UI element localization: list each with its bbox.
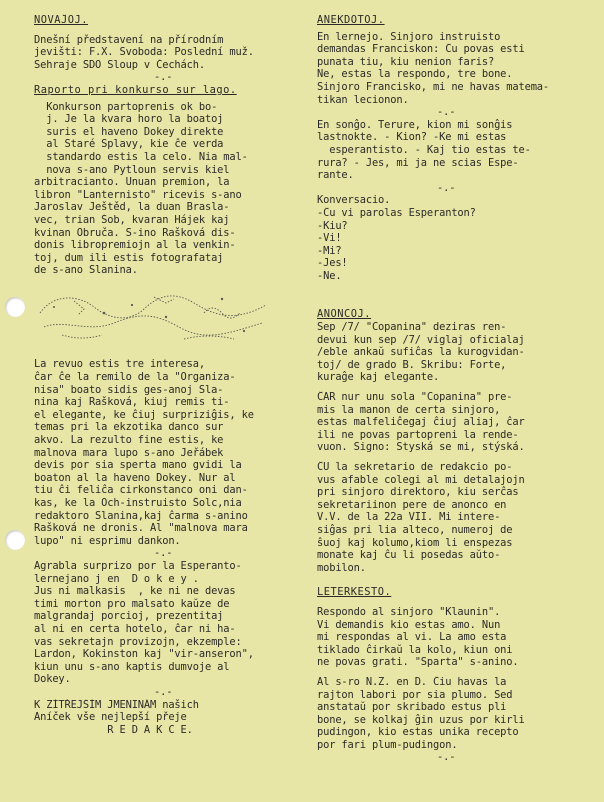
section-title-raporto: Raporto pri konkurso sur lago. (34, 83, 237, 96)
anecdote-dream: En sonĝo. Terure, kion mi sonĝis lastnokte. - Kion? -Ke mi estas esperantisto. - Kaj tio estas te- rura? - Jes, mi ja ne scias Espe- rante. (317, 118, 531, 182)
section-title-anekdotoj: ANEKDOTOJ. (317, 14, 385, 26)
separator: -.- (437, 106, 456, 119)
section-title-anoncoj: ANONCOJ. (317, 308, 372, 321)
separator: -.- (154, 685, 173, 698)
paragraph-contest: Konkurson partoprenis ok bo- j. Je la kvara horo la boatoj suris el haveno Dokey direkte al Staré Splavy, kie ĉe verda standardo estis la celo. Nia mal- nova s-ano Pytloun servis kiel arbitracianto. Unuan premion, la libron "Lanternisto" ricevis s-ano Jaroslav Ještěd, la duan Brasla- vec, trian Šob, kvaran Hájek kaj kvinan Obruča. S-ino Rašková dis- donis libropremiojn al la venkin- toj, dum ili estis fotografataj de s-ano Slanina. (34, 100, 248, 277)
anecdote-conversation: Konversacio. -Ĉu vi parolas Esperanton? -Kiu? -Vi! -Mi? -Jes! -Ne. (317, 194, 476, 282)
name-day-greeting: K ZÍTŘEJŠÍM JMENINÁM našich Aníček vše nejlepší přeje R E D A K C E. (34, 698, 199, 736)
separator: -.- (437, 181, 456, 194)
ad-copanina-seven: Sep /7/ "Copanina" deziras ren- devui kun sep /7/ viglaj oficialaj /eble ankaŭ sufiĉas la kurogvidan- toj/ de grado B. Skribu: Forte, kuraĝe kaj elegante. (317, 321, 525, 384)
punch-hole-top (5, 297, 25, 317)
right-column (317, 14, 587, 764)
separator: -.- (437, 751, 456, 764)
section-title-leterkesto: LETERKESTO. (317, 586, 392, 599)
paragraph-performance: Dnešní představení na přírodním jevišti: F.X. Svoboda: Poslední muž. Sehraje SDO Sloup v Čechách. (34, 33, 254, 71)
letter-nz: Al s-ro N.Z. en D. Ĉiu havas la rajton labori por sia plumo. Sed anstataŭ por skribado estus pli bone, se kolkaj ĝin uzus por kirli pudingon, kio estas unika recepto por fari plum-pudingon. (317, 675, 525, 751)
paragraph-surprise: Agrabla surprizo por la Esperanto- lernejano j en D o k e y . Jus ni malkasis , ke ni ne devas timi morton pro malsato kaŭze de malgrandaj porcioj, prezentitaj al ni en certa hotelo, ĉar ni ha- vas sekretajn provizojn, ekzemple: Lardon, Kokinston kaj "vir-anseron", kiun unu s-ano kaptis dumvoje al Dokey. (34, 559, 254, 686)
punch-hole-bottom (5, 530, 25, 550)
separator: -.- (154, 547, 173, 560)
letter-klaunin: Respondo al sinjoro "Klaunin". Vi demandis kio estas amo. Nun mi respondas al vi. La amo esta tiklado ĉirkaŭ la kolo, kiun oni ne povas grati. "Sparta" s-anino. (317, 605, 519, 669)
left-column (34, 14, 294, 736)
anecdote-school: En lernejo. Sinjoro instruisto demandas Franciskon: Ĉu povas esti punata tiu, kiu nenion faris? Ne, estas la respondo, tre bone. Sinjoro Francisko, mi ne havas matema- tikan lecionon. (317, 30, 550, 106)
section-title-novajoj: NOVAĴOJ. (34, 14, 89, 26)
separator: -.- (154, 71, 173, 84)
lake-drawing (34, 283, 274, 345)
ad-copanina-one: ĈAR nur unu sola "Copanina" pre- mis la manon de certa sinjoro, estas malfeliĉegaj ĉiuj aliaj, ĉar ili ne povas partopreni la rende- vuon. Signo: Styská se mi, stýská. (317, 391, 525, 454)
ad-secretary: ĈU la sekretario de redakcio po- vus afable colegi al mi detalajojn pri sinjoro direktoro, kiu serĉas sekretariinon pere de anonco en V.V. de la 22a VII. Mi intere- siĝas pri lia alteco, numeroj de ŝuoj kaj kolumo,kiom li enspezas monate kaj ĉu li posedas aŭto- mobilon. (317, 461, 525, 574)
paragraph-regatta: La revuo estis tre interesa, ĉar ĉe la remilo de la "Organiza- nisa" boato sidis ges-anoj Sla- nina kaj Rašková, kiuj remis ti- el elegante, ke ĉiuj surpriziĝis, ke temas pri la ekzotika danco sur akvo. La rezulto fine estis, ke malnova mara lupo s-ano Jeřábek devis por sia sperta mano gvidi la boaton al la haveno Dokey. Nur al tiu ĉi feliĉa cirkonstanco oni dan- kas, ke la Och-instruisto Šolc,nia redaktoro Slanina,kaj ĉarma s-anino Rašková ne dronis. Al "malnova mara lupo" ni esprimu dankon. (34, 358, 254, 547)
